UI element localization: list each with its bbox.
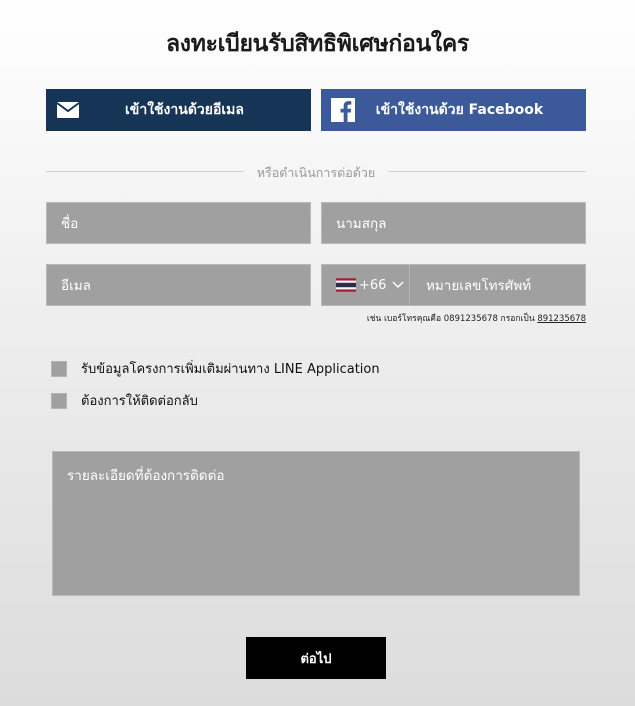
callback-checkbox[interactable] <box>51 393 67 409</box>
last-name-placeholder: นามสกุล <box>336 216 387 232</box>
envelope-icon <box>56 98 80 122</box>
callback-checkbox-label: ต้องการให้ติดต่อกลับ <box>81 394 198 409</box>
phone-field <box>321 264 586 306</box>
email-input[interactable] <box>46 264 311 306</box>
facebook-login-button[interactable] <box>321 89 586 131</box>
line-checkbox[interactable] <box>51 361 67 377</box>
first-name-input[interactable] <box>46 202 311 244</box>
chevron-down-icon <box>392 281 404 289</box>
thailand-flag-icon <box>336 278 356 292</box>
line-checkbox-row[interactable] <box>51 358 380 379</box>
callback-checkbox-row[interactable] <box>51 390 198 411</box>
or-divider-text: หรือดำเนินการต่อด้วย <box>256 165 376 180</box>
email-login-button[interactable] <box>46 89 311 131</box>
details-textarea[interactable] <box>52 451 580 596</box>
next-button[interactable]: ต่อไป <box>246 637 386 679</box>
facebook-icon <box>331 98 355 122</box>
email-placeholder: อีเมล <box>61 278 91 294</box>
facebook-login-label: เข้าใช้งานด้วย Facebook <box>375 102 544 118</box>
page-title: ลงทะเบียนรับสิทธิพิเศษก่อนใคร <box>165 31 469 57</box>
or-divider <box>46 161 586 181</box>
country-code-value: +66 <box>359 277 387 293</box>
last-name-input[interactable] <box>321 202 586 244</box>
phone-number-input[interactable]: หมายเลขโทรศัพท์ <box>426 278 532 294</box>
line-checkbox-label: รับข้อมูลโครงการเพิ่มเติมผ่านทาง LINE Application <box>81 362 380 377</box>
phone-hint-text: เช่น เบอร์โทรคุณคือ 0891235678 กรอกเป็น <box>366 314 538 324</box>
country-code-select[interactable] <box>322 265 410 305</box>
phone-hint <box>367 311 586 325</box>
email-login-label: เข้าใช้งานด้วยอีเมล <box>125 102 244 118</box>
phone-hint-example: 891235678 <box>537 314 586 324</box>
details-placeholder: รายละเอียดที่ต้องการติดต่อ <box>67 468 225 484</box>
first-name-placeholder: ชื่อ <box>61 216 79 232</box>
